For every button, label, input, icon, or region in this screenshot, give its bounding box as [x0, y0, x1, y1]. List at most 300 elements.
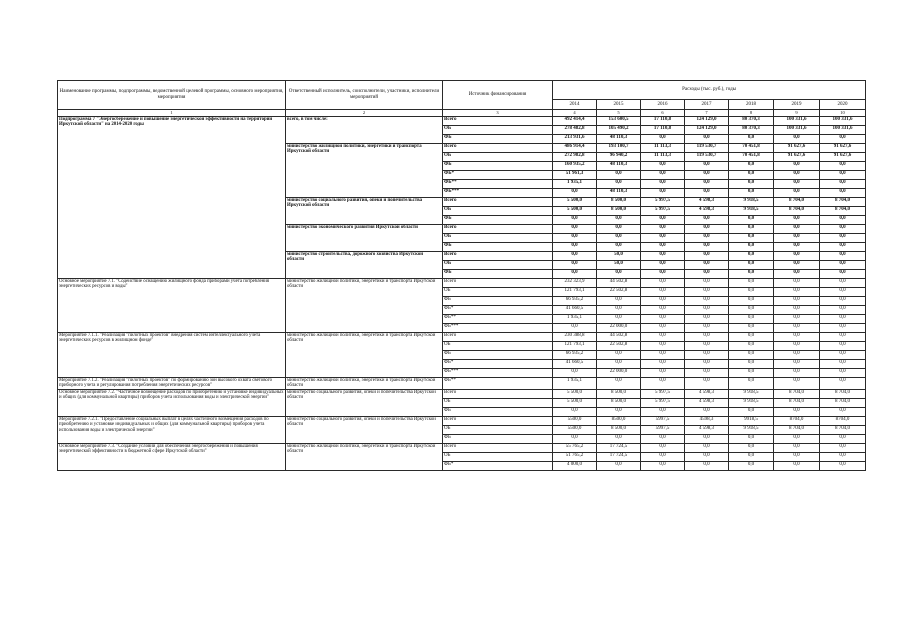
value-cell: 4 598,3: [685, 425, 729, 434]
value-cell: 0,0: [820, 434, 866, 443]
value-cell: 0,0: [729, 261, 774, 270]
value-cell: 193 100,7: [597, 144, 641, 153]
value-cell: 100 331,6: [774, 117, 820, 126]
value-cell: 8 704,0: [820, 398, 866, 407]
value-cell: 0,0: [641, 288, 685, 297]
year-header-2019: 2019: [774, 100, 820, 110]
value-cell: 0,0: [774, 443, 820, 452]
value-cell: 0,0: [729, 234, 774, 243]
source-cell: ФБ: [443, 243, 553, 252]
value-cell: 91 627,6: [774, 144, 820, 153]
column-number-5: 5: [597, 110, 641, 117]
value-cell: 8 704,0: [820, 425, 866, 434]
value-cell: 9 918,5: [729, 198, 774, 207]
value-cell: 50,0: [597, 261, 641, 270]
value-cell: 0,0: [820, 243, 866, 252]
program-name-cell: Мероприятие 7.1.1. "Реализация "пилотных проектов" внедрения систем интеллектуального учета энергетических ресурсов в жилищном фонде": [58, 333, 286, 378]
value-cell: 0,0: [729, 452, 774, 461]
value-cell: 9918,5: [729, 416, 774, 425]
value-cell: 0,0: [729, 434, 774, 443]
value-cell: 5 500,0: [553, 198, 597, 207]
value-cell: 0,0: [553, 369, 597, 378]
source-cell: ФБ: [443, 270, 553, 279]
value-cell: 0,0: [685, 135, 729, 144]
value-cell: 278 482,8: [553, 126, 597, 135]
value-cell: 0,0: [597, 315, 641, 324]
value-cell: 0,0: [820, 306, 866, 315]
value-cell: 0,0: [729, 279, 774, 288]
source-cell: ФБ***: [443, 369, 553, 378]
value-cell: 0,0: [685, 243, 729, 252]
source-cell: ОБ: [443, 398, 553, 407]
value-cell: 0,0: [820, 162, 866, 171]
value-cell: 0,0: [597, 171, 641, 180]
value-cell: 41 660,5: [553, 306, 597, 315]
value-cell: 51 765,2: [553, 452, 597, 461]
value-cell: 0,0: [685, 279, 729, 288]
value-cell: 0,0: [685, 225, 729, 234]
value-cell: 5997,5: [641, 416, 685, 425]
value-cell: 0,0: [820, 342, 866, 351]
value-cell: 8 704,0: [774, 198, 820, 207]
value-cell: 0,0: [820, 171, 866, 180]
source-cell: ОБ: [443, 126, 553, 135]
value-cell: 8 704,0: [774, 207, 820, 216]
value-cell: 0,0: [820, 234, 866, 243]
value-cell: 4 598,3: [685, 207, 729, 216]
value-cell: 230 388,8: [553, 333, 597, 342]
value-cell: 160 935,2: [553, 162, 597, 171]
value-cell: 70 451,8: [729, 144, 774, 153]
table-row: [58, 389, 866, 398]
value-cell: 0,0: [774, 279, 820, 288]
value-cell: 51 961,3: [553, 171, 597, 180]
source-cell: ОБ: [443, 153, 553, 162]
value-cell: 0,0: [553, 324, 597, 333]
value-cell: 0,0: [685, 171, 729, 180]
value-cell: 0,0: [553, 189, 597, 198]
value-cell: 5 997,5: [641, 207, 685, 216]
value-cell: 1 935,1: [553, 315, 597, 324]
responsible-cell: министерство жилищной политики, энергетики и транспорта Иркутской области: [286, 443, 443, 470]
source-cell: ФБ: [443, 135, 553, 144]
value-cell: 8704,0: [774, 416, 820, 425]
table-row: [58, 279, 866, 288]
value-cell: 0,0: [685, 324, 729, 333]
source-cell: Всего: [443, 279, 553, 288]
value-cell: 0,0: [641, 461, 685, 470]
year-header-2017: 2017: [685, 100, 729, 110]
table-row: [58, 416, 866, 425]
header-source: Источник финансирования: [443, 81, 553, 110]
header-name: Наименование программы, подпрограммы, ведомственной целевой программы, основного мероприятия, мероприятия: [58, 81, 286, 110]
value-cell: 0,0: [729, 252, 774, 261]
responsible-cell: всего, в том числе:: [286, 117, 443, 144]
value-cell: 0,0: [820, 180, 866, 189]
program-name-cell: Мероприятие 7.2.1. "Предоставление социальных выплат в целях частичного возмещения расходов по приобретению и установке индивидуальных и общих (для коммунальной квартиры) приборов учета использования воды и электрической энергии": [58, 416, 286, 443]
source-cell: Всего: [443, 333, 553, 342]
value-cell: 8 704,0: [774, 425, 820, 434]
source-cell: ФБ***: [443, 189, 553, 198]
value-cell: 17 724,5: [597, 452, 641, 461]
value-cell: 0,0: [641, 351, 685, 360]
value-cell: 0,0: [641, 443, 685, 452]
value-cell: 0,0: [641, 171, 685, 180]
value-cell: 9 918,5: [729, 207, 774, 216]
value-cell: 70 451,8: [729, 153, 774, 162]
program-name-cell: Основное мероприятие 7.1. "Содействие оснащению жилищного фонда приборами учета потребления энергетических ресурсов и воды": [58, 279, 286, 333]
value-cell: 8 704,0: [820, 389, 866, 398]
value-cell: 11 113,3: [641, 144, 685, 153]
value-cell: 0,0: [774, 180, 820, 189]
source-cell: Всего: [443, 389, 553, 398]
value-cell: 0,0: [774, 306, 820, 315]
table-row: [58, 443, 866, 452]
source-cell: ФБ**: [443, 180, 553, 189]
value-cell: 0,0: [820, 252, 866, 261]
value-cell: 153 600,5: [597, 117, 641, 126]
value-cell: 50,0: [597, 252, 641, 261]
value-cell: 0,0: [597, 306, 641, 315]
value-cell: 0,0: [685, 452, 729, 461]
value-cell: 80 370,3: [729, 126, 774, 135]
value-cell: 5 997,5: [641, 398, 685, 407]
budget-table: [57, 80, 866, 471]
column-number-6: 6: [641, 110, 685, 117]
value-cell: 17 724,5: [597, 443, 641, 452]
value-cell: 0,0: [820, 189, 866, 198]
value-cell: 0,0: [685, 252, 729, 261]
value-cell: 8 500,0: [597, 198, 641, 207]
value-cell: 0,0: [774, 261, 820, 270]
value-cell: 0,0: [774, 135, 820, 144]
value-cell: 8 500,0: [597, 425, 641, 434]
value-cell: 0,0: [729, 216, 774, 225]
year-header-2015: 2015: [597, 100, 641, 110]
value-cell: 0,0: [641, 452, 685, 461]
value-cell: 0,0: [774, 243, 820, 252]
source-cell: ФБ: [443, 351, 553, 360]
value-cell: 0,0: [729, 171, 774, 180]
value-cell: 486 914,4: [553, 144, 597, 153]
value-cell: 8 704,0: [820, 207, 866, 216]
value-cell: 0,0: [641, 180, 685, 189]
value-cell: 0,0: [685, 461, 729, 470]
value-cell: 121 793,1: [553, 288, 597, 297]
source-cell: ОБ: [443, 342, 553, 351]
value-cell: 0,0: [685, 180, 729, 189]
table-row: [58, 378, 866, 390]
source-cell: ФБ: [443, 297, 553, 306]
value-cell: 0,0: [774, 162, 820, 171]
value-cell: 0,0: [685, 270, 729, 279]
value-cell: 9 918,5: [729, 398, 774, 407]
value-cell: 0,0: [774, 189, 820, 198]
value-cell: 9 918,5: [729, 425, 774, 434]
source-cell: ФБ***: [443, 324, 553, 333]
value-cell: 272 982,8: [553, 153, 597, 162]
value-cell: 22 502,8: [597, 288, 641, 297]
value-cell: 0,0: [774, 288, 820, 297]
value-cell: 0,0: [685, 434, 729, 443]
value-cell: 8704,0: [820, 416, 866, 425]
value-cell: 8 500,0: [597, 398, 641, 407]
value-cell: 0,0: [774, 333, 820, 342]
value-cell: 0,0: [820, 261, 866, 270]
value-cell: 0,0: [597, 216, 641, 225]
column-number-8: 8: [729, 110, 774, 117]
source-cell: ОБ: [443, 452, 553, 461]
value-cell: 0,0: [820, 270, 866, 279]
value-cell: 0,0: [641, 369, 685, 378]
source-cell: Всего: [443, 144, 553, 153]
source-cell: ОБ: [443, 261, 553, 270]
source-cell: ФБ: [443, 434, 553, 443]
column-number-9: 9: [774, 110, 820, 117]
value-cell: 119 530,7: [685, 144, 729, 153]
value-cell: 100 331,6: [774, 126, 820, 135]
value-cell: 0,0: [685, 333, 729, 342]
value-cell: 0,0: [641, 315, 685, 324]
value-cell: 119 530,7: [685, 153, 729, 162]
value-cell: 0,0: [553, 225, 597, 234]
value-cell: 0,0: [685, 443, 729, 452]
responsible-cell: министерство жилищной политики, энергетики и транспорта Иркутской области: [286, 144, 443, 198]
value-cell: 0,0: [820, 461, 866, 470]
value-cell: 0,0: [597, 270, 641, 279]
value-cell: 11 113,3: [641, 153, 685, 162]
column-number-4: 4: [553, 110, 597, 117]
value-cell: 4598,3: [685, 416, 729, 425]
value-cell: 0,0: [553, 407, 597, 416]
value-cell: 0,0: [641, 243, 685, 252]
value-cell: 0,0: [729, 225, 774, 234]
value-cell: 0,0: [641, 333, 685, 342]
value-cell: 0,0: [820, 452, 866, 461]
source-cell: ФБ: [443, 407, 553, 416]
value-cell: 8 500,0: [597, 389, 641, 398]
source-cell: Всего: [443, 225, 553, 234]
value-cell: 0,0: [820, 369, 866, 378]
column-number-3: 3: [443, 110, 553, 117]
value-cell: 0,0: [685, 315, 729, 324]
budget-table-container: [57, 80, 865, 471]
source-cell: ФБ**: [443, 378, 553, 390]
value-cell: 5 500,0: [553, 207, 597, 216]
value-cell: 0,0: [820, 378, 866, 390]
value-cell: 0,0: [774, 171, 820, 180]
value-cell: 0,0: [729, 288, 774, 297]
source-cell: ОБ: [443, 207, 553, 216]
value-cell: 22 502,8: [597, 342, 641, 351]
value-cell: 0,0: [820, 333, 866, 342]
value-cell: 0,0: [729, 333, 774, 342]
value-cell: 0,0: [729, 243, 774, 252]
value-cell: 8 704,0: [774, 389, 820, 398]
value-cell: 48 110,3: [597, 135, 641, 144]
value-cell: 91 627,6: [820, 144, 866, 153]
value-cell: 0,0: [774, 342, 820, 351]
responsible-cell: министерство строительства, дорожного хозяйства Иркутской области: [286, 252, 443, 279]
value-cell: 0,0: [685, 369, 729, 378]
header-responsible: Ответственный исполнитель, соисполнители, участники, исполнители мероприятий: [286, 81, 443, 110]
value-cell: 0,0: [597, 434, 641, 443]
value-cell: 0,0: [729, 443, 774, 452]
value-cell: 0,0: [597, 180, 641, 189]
value-cell: 0,0: [729, 315, 774, 324]
value-cell: 105 490,2: [597, 126, 641, 135]
value-cell: 0,0: [641, 270, 685, 279]
value-cell: 0,0: [597, 243, 641, 252]
value-cell: 0,0: [729, 324, 774, 333]
value-cell: 0,0: [729, 297, 774, 306]
value-cell: 124 129,0: [685, 117, 729, 126]
source-cell: ОБ: [443, 234, 553, 243]
column-number-2: 2: [286, 110, 443, 117]
source-cell: ФБ: [443, 216, 553, 225]
source-cell: ФБ**: [443, 315, 553, 324]
value-cell: 0,0: [774, 216, 820, 225]
value-cell: 0,0: [553, 234, 597, 243]
value-cell: 0,0: [641, 216, 685, 225]
value-cell: 0,0: [641, 324, 685, 333]
value-cell: 91 627,6: [820, 153, 866, 162]
value-cell: 1 935,1: [553, 180, 597, 189]
value-cell: 0,0: [685, 351, 729, 360]
value-cell: 0,0: [820, 407, 866, 416]
value-cell: 0,0: [685, 189, 729, 198]
value-cell: 17 110,8: [641, 117, 685, 126]
value-cell: 4 598,3: [685, 389, 729, 398]
value-cell: 0,0: [729, 270, 774, 279]
value-cell: 0,0: [597, 360, 641, 369]
value-cell: 0,0: [597, 225, 641, 234]
value-cell: 0,0: [729, 407, 774, 416]
value-cell: 232 323,9: [553, 279, 597, 288]
value-cell: 0,0: [597, 297, 641, 306]
table-body: [58, 117, 866, 471]
value-cell: 0,0: [553, 261, 597, 270]
value-cell: 0,0: [774, 225, 820, 234]
value-cell: 0,0: [641, 342, 685, 351]
value-cell: 0,0: [820, 443, 866, 452]
value-cell: 492 414,4: [553, 117, 597, 126]
responsible-cell: министерство социального развития, опеки и попечительства Иркутской области: [286, 416, 443, 443]
value-cell: 0,0: [774, 324, 820, 333]
value-cell: 0,0: [685, 378, 729, 390]
value-cell: 1 935,1: [553, 378, 597, 390]
value-cell: 0,0: [597, 407, 641, 416]
value-cell: 0,0: [553, 216, 597, 225]
value-cell: 0,0: [820, 324, 866, 333]
value-cell: 0,0: [597, 378, 641, 390]
value-cell: 17 110,8: [641, 126, 685, 135]
value-cell: 0,0: [641, 225, 685, 234]
column-number-7: 7: [685, 110, 729, 117]
value-cell: 0,0: [774, 369, 820, 378]
source-cell: ФБ: [443, 162, 553, 171]
value-cell: 0,0: [729, 369, 774, 378]
value-cell: 0,0: [774, 434, 820, 443]
program-name-cell: Подпрограмма 7 "Энергосбережение и повышение энергетической эффективности на территории Иркутской области" на 2014-2020 годы: [58, 117, 286, 279]
value-cell: 0,0: [641, 162, 685, 171]
value-cell: 4 000,0: [553, 461, 597, 470]
value-cell: 5 997,5: [641, 198, 685, 207]
source-cell: ФБ*: [443, 461, 553, 470]
value-cell: 22 000,0: [597, 324, 641, 333]
source-cell: Всего: [443, 198, 553, 207]
value-cell: 0,0: [597, 234, 641, 243]
value-cell: 5997,5: [641, 425, 685, 434]
value-cell: 0,0: [820, 351, 866, 360]
source-cell: ОБ: [443, 425, 553, 434]
column-number-1: 1: [58, 110, 286, 117]
value-cell: 0,0: [553, 252, 597, 261]
value-cell: 0,0: [685, 261, 729, 270]
value-cell: 0,0: [641, 234, 685, 243]
year-header-2018: 2018: [729, 100, 774, 110]
value-cell: 0,0: [729, 180, 774, 189]
year-header-2020: 2020: [820, 100, 866, 110]
value-cell: 8 704,0: [774, 398, 820, 407]
source-cell: Всего: [443, 117, 553, 126]
source-cell: ФБ*: [443, 306, 553, 315]
value-cell: 0,0: [641, 135, 685, 144]
value-cell: 0,0: [774, 315, 820, 324]
program-name-cell: Основное мероприятие 7.2. "Частичное возмещение расходов по приобретению и установке индивидуальных и общих (для коммунальной квартиры) приборов учета использования воды и электрической энергии": [58, 389, 286, 416]
value-cell: 0,0: [641, 407, 685, 416]
value-cell: 66 935,2: [553, 351, 597, 360]
column-number-10: 10: [820, 110, 866, 117]
value-cell: 0,0: [685, 297, 729, 306]
responsible-cell: министерство жилищной политики, энергетики и транспорта Иркутской области: [286, 333, 443, 378]
value-cell: 0,0: [685, 234, 729, 243]
value-cell: 0,0: [729, 342, 774, 351]
value-cell: 0,0: [553, 270, 597, 279]
value-cell: 0,0: [685, 360, 729, 369]
value-cell: 0,0: [774, 378, 820, 390]
value-cell: 0,0: [820, 297, 866, 306]
value-cell: 0,0: [774, 270, 820, 279]
value-cell: 5 997,5: [641, 389, 685, 398]
value-cell: 66 935,2: [553, 297, 597, 306]
value-cell: 0,0: [820, 279, 866, 288]
value-cell: 0,0: [820, 288, 866, 297]
source-cell: Всего: [443, 416, 553, 425]
value-cell: 96 940,2: [597, 153, 641, 162]
value-cell: 0,0: [641, 189, 685, 198]
year-header-2014: 2014: [553, 100, 597, 110]
responsible-cell: министерство социального развития, опеки и попечительства Иркутской области: [286, 198, 443, 225]
year-header-2016: 2016: [641, 100, 685, 110]
source-cell: Всего: [443, 252, 553, 261]
value-cell: 0,0: [597, 461, 641, 470]
value-cell: 0,0: [685, 162, 729, 171]
value-cell: 5 500,0: [553, 389, 597, 398]
value-cell: 0,0: [774, 252, 820, 261]
value-cell: 0,0: [729, 189, 774, 198]
source-cell: ФБ*: [443, 360, 553, 369]
responsible-cell: министерство жилищной политики, энергетики и транспорта Иркутской области: [286, 378, 443, 390]
source-cell: Всего: [443, 443, 553, 452]
table-row: [58, 117, 866, 126]
value-cell: 0,0: [774, 297, 820, 306]
value-cell: 213 931,6: [553, 135, 597, 144]
value-cell: 0,0: [729, 461, 774, 470]
value-cell: 0,0: [729, 306, 774, 315]
value-cell: 5500,0: [553, 416, 597, 425]
value-cell: 91 627,6: [774, 153, 820, 162]
